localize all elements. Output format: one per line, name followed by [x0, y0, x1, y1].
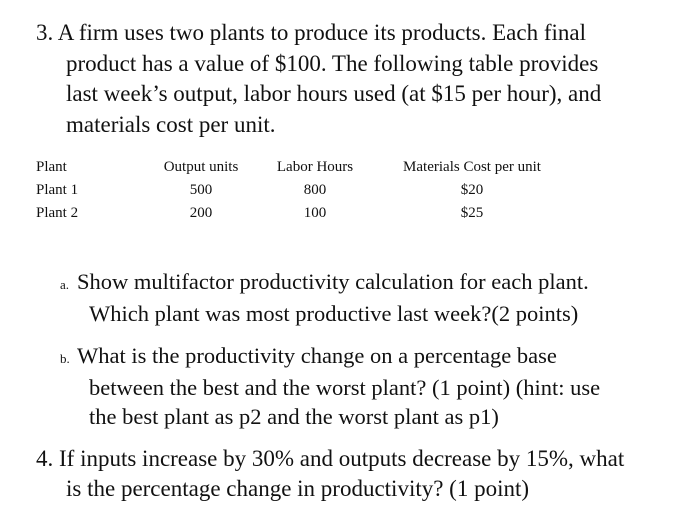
sub-question-b-line-2: between the best and the worst plant? (1 point) (hint: use — [89, 375, 601, 400]
table-header-row — [36, 156, 656, 179]
sub-question-b-line-1: What is the productivity change on a percentage base — [77, 343, 557, 368]
header-materials-cost: Materials Cost per unit — [403, 159, 541, 175]
cell-labor-hours: 800 — [303, 182, 327, 198]
sub-question-b — [60, 341, 600, 431]
sub-question-b-marker: b. — [60, 351, 70, 366]
question-3-line-2: product has a value of $100. The following table provides — [66, 50, 599, 76]
cell-plant: Plant 1 — [36, 182, 79, 198]
cell-materials-cost: $25 — [460, 205, 484, 221]
sub-question-a — [60, 267, 589, 328]
plant-data-table — [36, 156, 656, 225]
sub-question-a-line-2: Which plant was most productive last week?(2 points) — [89, 301, 579, 326]
cell-output-units: 500 — [189, 182, 213, 198]
question-3-line-4: materials cost per unit. — [66, 111, 276, 137]
sub-question-a-line-1: Show multifactor productivity calculation for each plant. — [77, 269, 589, 294]
sub-question-a-marker: a. — [60, 277, 70, 292]
cell-plant: Plant 2 — [36, 205, 79, 221]
question-3 — [36, 18, 676, 140]
table-row — [36, 179, 656, 202]
cell-materials-cost: $20 — [460, 182, 484, 198]
header-labor-hours: Labor Hours — [276, 159, 354, 175]
question-3-line-3: last week’s output, labor hours used (at $15 per hour), and — [66, 81, 602, 106]
question-3-line-1: 3. A firm uses two plants to produce its products. Each final — [36, 20, 586, 45]
header-plant: Plant — [36, 159, 67, 175]
question-4-line-2: is the percentage change in productivity? (1 point) — [66, 476, 530, 501]
cell-output-units: 200 — [189, 205, 213, 221]
sub-question-b-line-3: the best plant as p2 and the worst plant as p1) — [89, 404, 499, 429]
cell-labor-hours: 100 — [303, 205, 327, 221]
table-row — [36, 202, 656, 225]
question-4 — [36, 444, 624, 504]
question-4-line-1: 4. If inputs increase by 30% and outputs decrease by 15%, what — [36, 446, 625, 471]
header-output-units: Output units — [163, 159, 239, 175]
